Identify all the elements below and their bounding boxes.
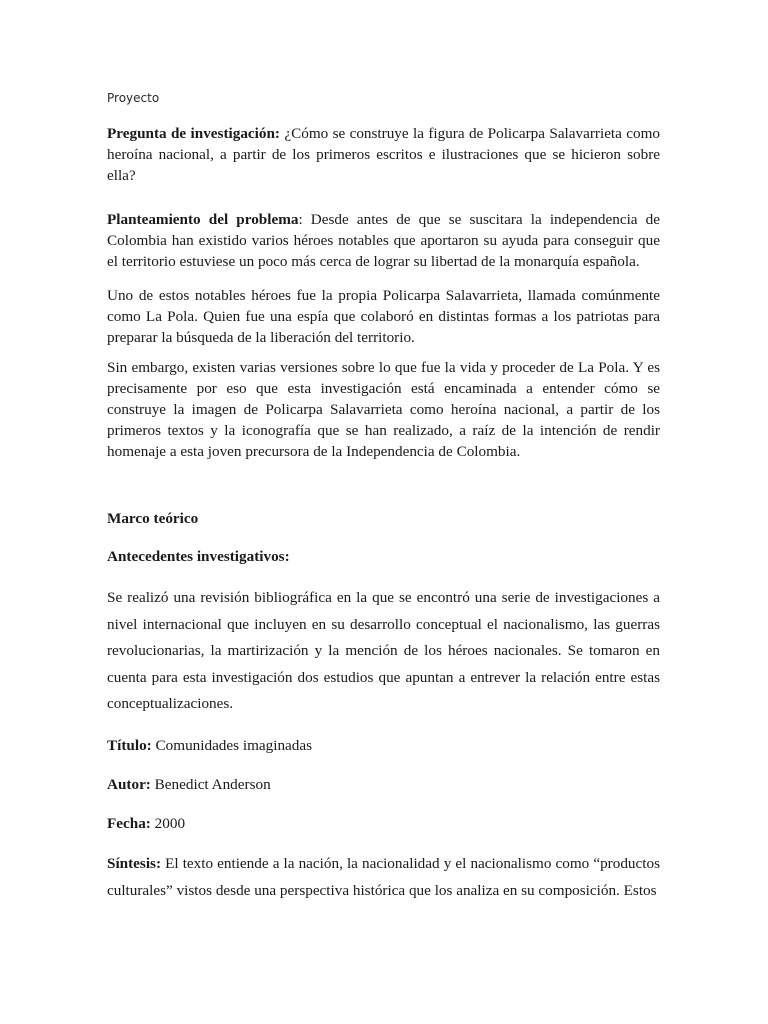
body-paragraph-2: Uno de estos notables héroes fue la propia Policarpa Salavarrieta, llamada comúnmente como La Pola. Quien fue una espía que colaboró en distintas formas a los patriotas para preparar la búsqueda de la liberación del territorio. <box>107 287 660 346</box>
titulo-label: Título: <box>107 737 152 754</box>
research-question-paragraph <box>107 123 660 186</box>
fecha-field <box>107 814 660 834</box>
document-label: Proyecto <box>107 91 160 105</box>
fecha-value: 2000 <box>150 815 186 832</box>
body-paragraph-3: Sin embargo, existen varias versiones sobre lo que fue la vida y proceder de La Pola. Y es precisamente por eso que esta investigación está encaminada a entender cómo se construye la imagen de Policarpa Salavarrieta como heroína nacional, a partir de los primeros textos y la iconografía que se han realizado, a raíz de la intención de rendir homenaje a esta joven precursora de la Independencia de Colombia. <box>107 359 660 460</box>
research-question-label: Pregunta de investigación: <box>107 125 280 142</box>
titulo-value: Comunidades imaginadas <box>151 737 313 754</box>
sintesis-text: El texto entiende a la nación, la nacionalidad y el nacionalismo como “productos culturales” vistos desde una perspectiva histórica que los analiza en su composición. Estos <box>107 855 660 899</box>
autor-label: Autor: <box>107 776 151 793</box>
antecedentes-heading: Antecedentes investigativos: <box>107 548 290 565</box>
problem-statement-paragraph <box>107 209 660 272</box>
sintesis-label: Síntesis: <box>107 855 162 872</box>
fecha-label: Fecha: <box>107 815 151 832</box>
problem-statement-label: Planteamiento del problema <box>107 211 299 228</box>
autor-value: Benedict Anderson <box>150 776 271 793</box>
sintesis-paragraph <box>107 851 660 904</box>
body-paragraph-4: Se realizó una revisión bibliográfica en la que se encontró una serie de investigaciones a nivel internacional que incluyen en su desarrollo conceptual el nacionalismo, las guerras revolucionarias, la martirización y la mención de los héroes nacionales. Se tomaron en cuenta para esta investigación dos estudios que apuntan a entrever la relación entre estas conceptualizaciones. <box>107 589 660 712</box>
marco-teorico-heading: Marco teórico <box>107 510 199 527</box>
autor-field <box>107 775 660 795</box>
problem-statement-text: : Desde antes de que se suscitara la independencia de Colombia han existido varios héroes notables que aportaron su ayuda para conseguir que el territorio estuviese un poco más cerca de lograr su libertad de la monarquía española. <box>107 211 660 270</box>
research-question-text: ¿Cómo se construye la figura de Policarpa Salavarrieta como heroína nacional, a partir de los primeros escritos e ilustraciones que se hicieron sobre ella? <box>107 125 660 184</box>
titulo-field <box>107 736 660 756</box>
